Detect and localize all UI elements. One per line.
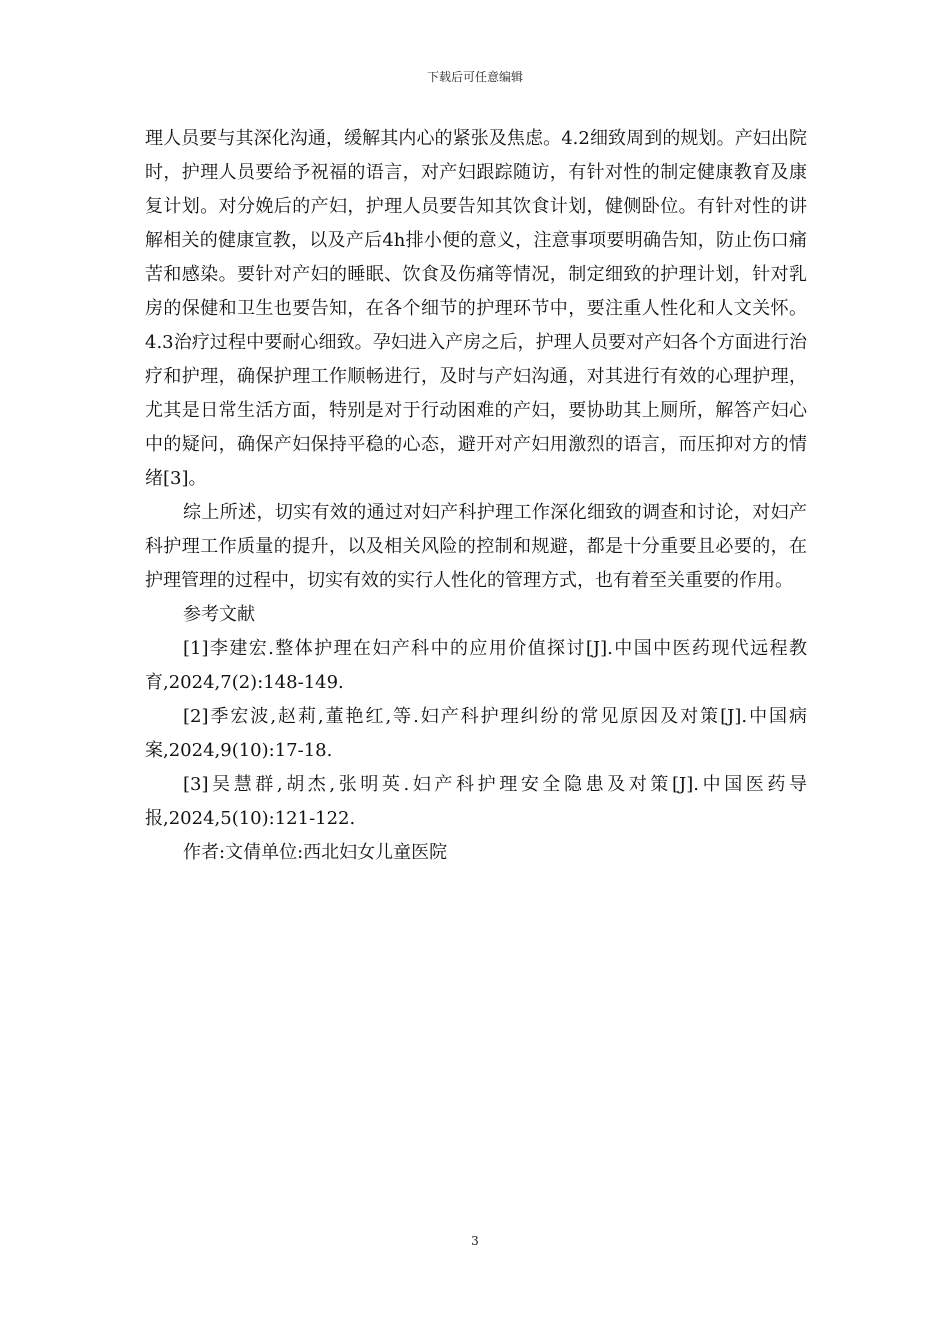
body-paragraph-2: 综上所述，切实有效的通过对妇产科护理工作深化细致的调查和讨论，对妇产科护理工作质量的提升，以及相关风险的控制和规避，都是十分重要且必要的，在护理管理的过程中，切实有效的实行人性化的管理方式，也有着至关重要的作用。 bbox=[145, 502, 807, 591]
document-body bbox=[145, 122, 807, 870]
references-heading: 参考文献 bbox=[183, 604, 255, 625]
reference-item-3: [3]吴慧群,胡杰,张明英.妇产科护理安全隐患及对策[J].中国医药导报,2024,5(10):121-122. bbox=[145, 774, 807, 829]
page-number: 3 bbox=[471, 1234, 479, 1248]
page-header: 下载后可任意编辑 bbox=[426, 70, 523, 84]
author-line: 作者:文倩单位:西北妇女儿童医院 bbox=[183, 842, 448, 863]
body-paragraph-1: 理人员要与其深化沟通，缓解其内心的紧张及焦虑。4.2细致周到的规划。产妇出院时，护理人员要给予祝福的语言，对产妇跟踪随访，有针对性的制定健康教育及康复计划。对分娩后的产妇，护理人员要告知其饮食计划，健侧卧位。有针对性的讲解相关的健康宣教，以及产后4h排小便的意义，注意事项要明确告知，防止伤口痛苦和感染。要针对产妇的睡眠、饮食及伤痛等情况，制定细致的护理计划，针对乳房的保健和卫生也要告知，在各个细节的护理环节中，要注重人性化和人文关怀。4.3治疗过程中要耐心细致。孕妇进入产房之后，护理人员要对产妇各个方面进行治疗和护理，确保护理工作顺畅进行，及时与产妇沟通，对其进行有效的心理护理，尤其是日常生活方面，特别是对于行动困难的产妇，要协助其上厕所，解答产妇心中的疑问，确保产妇保持平稳的心态，避开对产妇用激烈的语言，而压抑对方的情绪[3]。 bbox=[145, 128, 807, 489]
reference-item-1: [1]李建宏.整体护理在妇产科中的应用价值探讨[J].中国中医药现代远程教育,2024,7(2):148-149. bbox=[145, 638, 807, 693]
reference-item-2: [2]季宏波,赵莉,董艳红,等.妇产科护理纠纷的常见原因及对策[J].中国病案,2024,9(10):17-18. bbox=[145, 706, 807, 761]
